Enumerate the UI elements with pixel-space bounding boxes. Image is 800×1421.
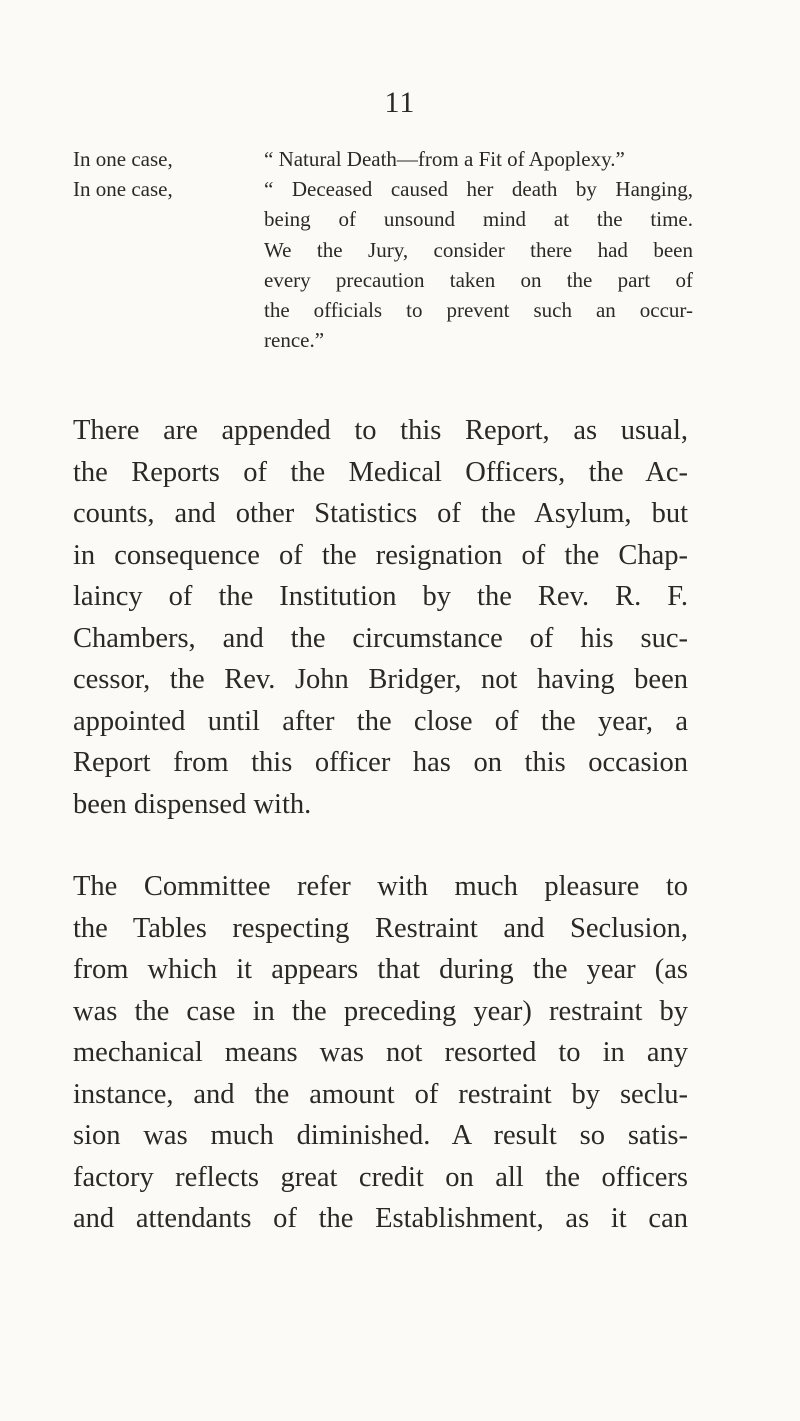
text-line: from which it appears that during the year (as	[73, 954, 688, 985]
text-line: the Tables respecting Restraint and Seclusion,	[73, 912, 688, 944]
text-line: was the case in the preceding year) restraint by	[73, 995, 688, 1027]
text-line: Chambers, and the circumstance of his suc-	[73, 622, 688, 654]
text-line: the Reports of the Medical Officers, the Ac-	[73, 456, 688, 488]
paragraph-restraint-tables	[73, 866, 688, 1240]
text-line: being of unsound mind at the time.	[264, 207, 693, 232]
text-line: every precaution taken on the part of	[264, 267, 693, 292]
verdict-label: In one case,	[73, 177, 173, 202]
verdict-text	[264, 174, 693, 355]
text-line: Report from this officer has on this occasion	[73, 747, 688, 778]
verdict-item	[73, 144, 693, 174]
text-line: “ Deceased caused her death by Hanging,	[264, 177, 693, 202]
text-line: The Committee refer with much pleasure to	[73, 871, 688, 902]
text-line: “ Natural Death—from a Fit of Apoplexy.”	[264, 147, 625, 171]
text-line: appointed until after the close of the year, a	[73, 705, 688, 737]
verdict-item	[73, 174, 693, 355]
text-line: the officials to prevent such an occur-	[264, 298, 693, 323]
text-line: cessor, the Rev. John Bridger, not having been	[73, 664, 688, 695]
text-line: There are appended to this Report, as usual,	[73, 415, 688, 446]
text-line: sion was much diminished. A result so satis-	[73, 1120, 688, 1151]
text-line: and attendants of the Establishment, as it can	[73, 1203, 688, 1234]
verdict-label: In one case,	[73, 147, 173, 171]
text-line: laincy of the Institution by the Rev. R. F.	[73, 581, 688, 612]
paragraph-appended-reports	[73, 410, 688, 825]
text-line: rence.”	[264, 328, 325, 353]
text-line: in consequence of the resignation of the Chap-	[73, 539, 688, 571]
page-number: 11	[384, 86, 416, 119]
text-line: instance, and the amount of restraint by seclu-	[73, 1078, 688, 1110]
text-line: factory reflects great credit on all the officers	[73, 1161, 688, 1193]
text-line: been dispensed with.	[73, 788, 312, 820]
verdict-text	[264, 144, 693, 174]
text-line: We the Jury, consider there had been	[264, 237, 693, 262]
text-line: counts, and other Statistics of the Asylum, but	[73, 498, 688, 529]
text-line: mechanical means was not resorted to in any	[73, 1037, 688, 1068]
verdict-list	[73, 144, 693, 355]
